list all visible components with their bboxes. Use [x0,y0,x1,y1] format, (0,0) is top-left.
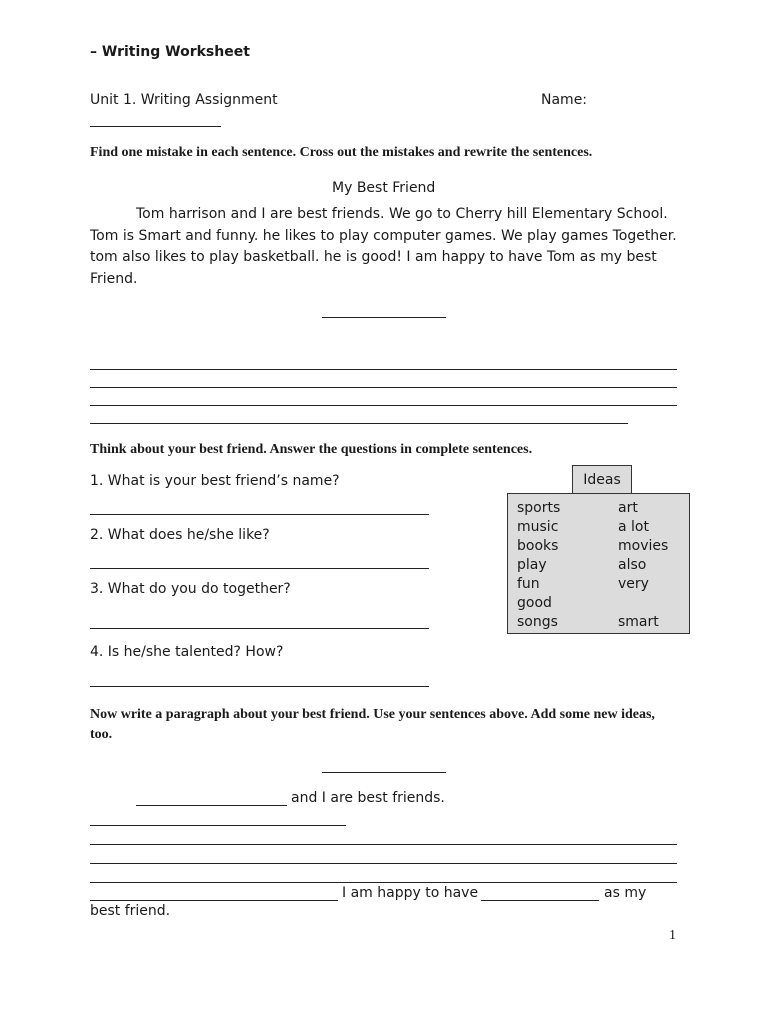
idea-word: sports [517,500,561,516]
question-4: 4. Is he/she talented? How? [90,644,284,660]
blank-line[interactable] [481,900,599,901]
paragraph-line[interactable] [90,825,346,826]
idea-word: smart [618,614,659,630]
paragraph-line[interactable] [90,900,338,901]
rewrite-line[interactable] [90,369,677,370]
idea-word: very [618,576,649,592]
section2-instruction: Think about your best friend. Answer the questions in complete sentences. [90,442,533,457]
frame-sentence-4: best friend. [90,903,171,919]
idea-word: art [618,500,638,516]
section1-instruction: Find one mistake in each sentence. Cross out the mistakes and rewrite the sentences. [90,145,593,160]
idea-word: books [517,538,559,554]
paragraph-line[interactable] [90,882,677,883]
frame-sentence-1: and I are best friends. [291,790,445,806]
ideas-box-title: Ideas [572,465,632,494]
idea-word: music [517,519,559,535]
idea-word: good [517,595,552,611]
story-paragraph [90,204,690,290]
paragraph-line[interactable] [90,844,677,845]
paragraph-title-line[interactable] [322,772,446,773]
unit-label: Unit 1. Writing Assignment [90,92,278,108]
story-text: Tom harrison and I are best friends. We go to Cherry hill Elementary School. Tom is Smart and funny. he likes to play computer games. We play games Together. tom also likes to play basketball. he is good! I am happy to have Tom as my best Friend. [90,206,677,287]
question-1: 1. What is your best friend’s name? [90,473,340,489]
paragraph-line[interactable] [90,863,677,864]
frame-sentence-3: as my [604,885,647,901]
section3-instruction: Now write a paragraph about your best friend. Use your sentences above. Add some new ideas, too. [90,707,655,742]
name-label: Name: [541,92,588,108]
idea-word: fun [517,576,540,592]
worksheet-title: – Writing Worksheet [90,44,250,60]
question-3: 3. What do you do together? [90,581,291,597]
answer-line-4[interactable] [90,686,429,687]
name-line[interactable] [90,126,221,127]
title-line[interactable] [322,317,446,318]
idea-word: play [517,557,547,573]
answer-line-2[interactable] [90,568,429,569]
rewrite-line[interactable] [90,405,677,406]
idea-word: also [618,557,647,573]
idea-word: songs [517,614,558,630]
friend-name-line[interactable] [136,805,287,806]
idea-word: a lot [618,519,649,535]
rewrite-line[interactable] [90,387,677,388]
ideas-box [507,493,690,634]
page-number: 1 [669,928,676,943]
frame-sentence-2: I am happy to have [342,885,479,901]
idea-word: movies [618,538,669,554]
rewrite-line[interactable] [90,423,628,424]
story-title: My Best Friend [332,180,436,196]
answer-line-3[interactable] [90,628,429,629]
answer-line-1[interactable] [90,514,429,515]
question-2: 2. What does he/she like? [90,527,270,543]
